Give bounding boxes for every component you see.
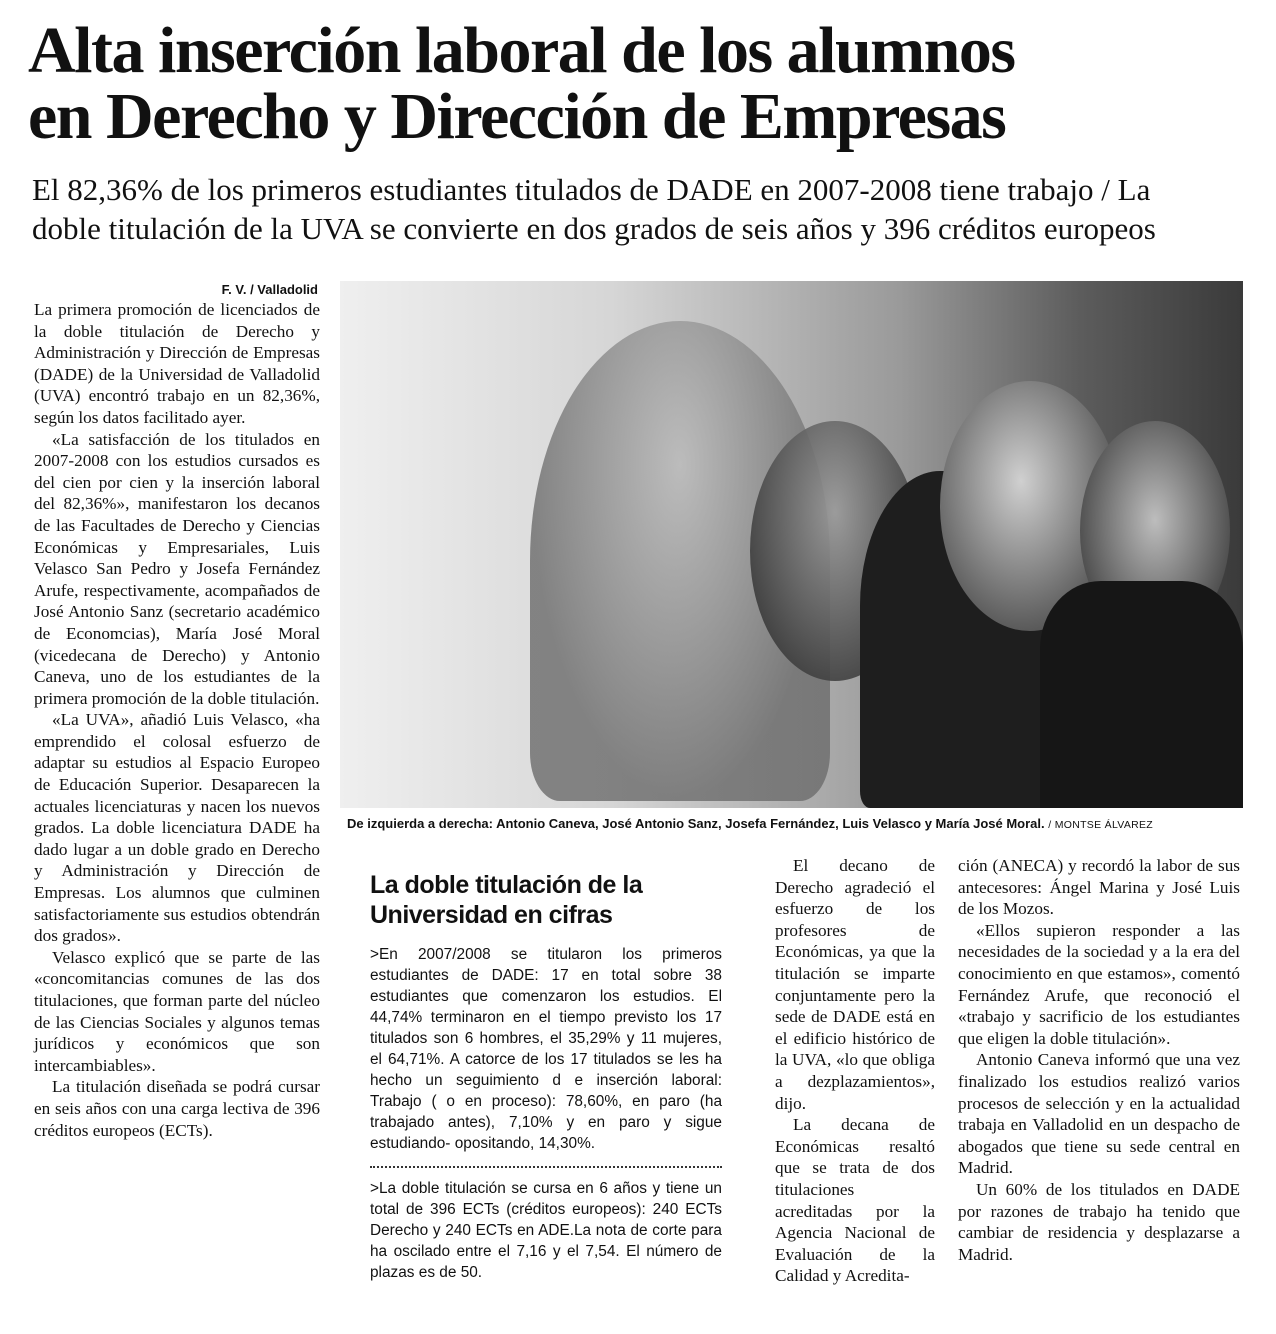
paragraph: La decana de Económicas resaltó que se trata de dos titulaciones acreditadas por la Agencia Nacional de Evaluación de la Calidad y Acredita-	[775, 1115, 935, 1286]
paragraph: Antonio Caneva informó que una vez finalizado los estudios realizó varios procesos de selección y en la actualidad trabaja en Valladolid en un despacho de abogados que tiene su sede central en Madrid.	[958, 1050, 1240, 1178]
subtitle-line-2: doble titulación de la UVA se convierte en dos grados de seis años y 396 créditos europeos	[32, 211, 1156, 246]
paragraph: «Ellos supieron responder a las necesidades de la sociedad y a la era del conocimiento en que estamos», comentó Fernández Arufe, que reconoció el «trabajo y sacrificio de los estudiantes que eligen la doble titulación».	[958, 920, 1240, 1048]
paragraph: Un 60% de los titulados en DADE por razones de trabajo ha tenido que cambiar de residencia y desplazarse a Madrid.	[958, 1179, 1240, 1264]
paragraph: La titulación diseñada se podrá cursar en seis años con una carga lectiva de 396 créditos europeos (ECTs).	[34, 1077, 320, 1140]
paragraph: El decano de Derecho agradeció el esfuerzo de los profesores de Económicas, ya que la titulación se imparte conjuntamente pero la sede de DADE está en el edificio histórico de la UVA, «lo que obliga a dezplazamientos», dijo.	[775, 856, 935, 1113]
subtitle-line-1: El 82,36% de los primeros estudiantes titulados de DADE en 2007-2008 tiene trabajo / La	[32, 172, 1151, 207]
headline-line-2: en Derecho y Dirección de Empresas	[28, 80, 1006, 153]
body-column-3	[958, 855, 1240, 1265]
paragraph: ción (ANECA) y recordó la labor de sus antecesores: Ángel Marina y José Luis de los Mozos.	[958, 856, 1240, 919]
photo-credit: / MONTSE ÁLVAREZ	[1048, 819, 1154, 831]
byline: F. V. / Valladolid	[221, 282, 318, 297]
body-column-1	[34, 299, 320, 1141]
headline	[28, 14, 1258, 153]
paragraph: Velasco explicó que se parte de las «concomitancias comunes de las dos titulaciones, que forman parte del núcleo de las Ciencias Sociales y algunos temas jurídicos y económicos que son intercambiables».	[34, 947, 320, 1075]
sidebar-title: La doble titulación de la Universidad en cifras	[370, 871, 643, 929]
subtitle	[32, 170, 1242, 248]
photo-figure	[1040, 581, 1243, 808]
headline-line-1: Alta inserción laboral de los alumnos	[28, 14, 1015, 87]
body-column-2	[775, 855, 935, 1287]
paragraph: «La satisfacción de los titulados en 2007-2008 con los estudios cursados es del cien por cien y la inserción laboral del 82,36%», manifestaron los decanos de las Facultades de Derecho y Ciencias Económicas y Empresariales, Luis Velasco San Pedro y Josefa Fernández Arufe, respectivamente, acompañados de José Antonio Sanz (secretario académico de Economcias), María José Moral (vicedecana de Derecho) y Antonio Caneva, uno de los estudiantes de la primera promoción de la doble titulación.	[34, 429, 320, 708]
paragraph: «La UVA», añadió Luis Velasco, «ha emprendido el colosal esfuerzo de adaptar su estudios al Espacio Europeo de Educación Superior. Desaparecen la actuales licenciaturas y nacen los nuevos grados. La doble licenciatura DADE ha dado lugar a un doble grado en Derecho y Administración y Dirección de Empresas. Los alumnos que culminen satisfactoriamente sus estudios obtendrán dos grados».	[34, 710, 320, 946]
sidebar-item: >La doble titulación se cursa en 6 años y tiene un total de 396 ECTs (créditos europeos): 240 ECTs Derecho y 240 ECTs en ADE.La nota de corte para ha oscilado entre el 7,16 y el 7,54. El número de plazas es de 50.	[370, 1180, 722, 1281]
sidebar-divider	[370, 1166, 722, 1168]
news-photo	[340, 281, 1243, 808]
sidebar-box	[370, 870, 722, 1283]
caption-text: De izquierda a derecha: Antonio Caneva, José Antonio Sanz, Josefa Fernández, Luis Velasco y María José Moral.	[347, 816, 1045, 831]
paragraph: La primera promoción de licenciados de la doble titulación de Derecho y Administración y Dirección de Empresas (DADE) de la Universidad de Valladolid (UVA) encontró trabajo en un 82,36%, según los datos facilitado ayer.	[34, 300, 320, 427]
photo-caption	[347, 816, 1247, 831]
sidebar-item: >En 2007/2008 se titularon los primeros estudiantes de DADE: 17 en total sobre 38 estudiantes que comenzaron los estudios. El 44,74% terminaron en el tiempo previsto los 17 titulados son 6 hombres, el 35,29% y 11 mujeres, el 64,71%. A catorce de los 17 titulados se les ha hecho un seguimiento d e inserción laboral: Trabajo ( o en proceso): 78,60%, en paro (ha trabajado antes), 7,10% y en paro y sigue estudiando- opositando, 14,30%.	[370, 946, 722, 1152]
